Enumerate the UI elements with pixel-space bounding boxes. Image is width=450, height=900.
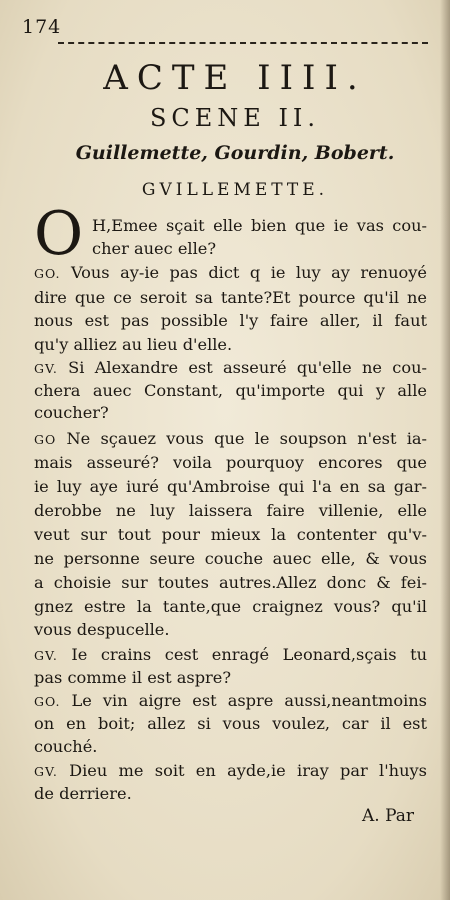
line-text: Le vin aigre est aspre aussi,neantmoins xyxy=(71,691,427,710)
text-line xyxy=(34,524,427,546)
text-line xyxy=(34,644,427,667)
header-rule xyxy=(58,42,428,44)
speaker-abbrev: GO. xyxy=(34,694,61,709)
line-text: ne personne seure couche auec elle, & vous xyxy=(34,549,427,568)
line-text: ie luy aye iuré qu'Ambroise qui l'a en sa gar- xyxy=(34,477,427,496)
line-text: on en boit; allez si vous voulez, car il est xyxy=(34,714,427,733)
drop-cap: O xyxy=(34,199,84,269)
line-text: Si Alexandre est asseuré qu'elle ne cou- xyxy=(68,358,427,377)
text-line xyxy=(34,548,427,570)
line-text: H,Emee sçait elle bien que ie vas cou- xyxy=(92,216,427,235)
line-text: gnez estre la tante,que craignez vous? qu'il xyxy=(34,597,427,616)
act-title: ACTE IIII. xyxy=(103,58,367,98)
text-line xyxy=(92,238,427,260)
catchword: A. Par xyxy=(362,806,415,826)
first-speaker-heading: GVILLEMETTE. xyxy=(141,180,329,200)
text-line xyxy=(34,713,427,735)
text-line xyxy=(34,262,427,285)
line-text: cher auec elle? xyxy=(92,239,217,258)
line-text: nous est pas possible l'y faire aller, il faut xyxy=(34,311,427,330)
text-line xyxy=(34,572,427,594)
page-edge-shadow xyxy=(440,0,450,900)
text-line xyxy=(34,596,427,618)
speaker-abbrev: GO. xyxy=(34,266,61,281)
text-line xyxy=(34,357,427,380)
text-line xyxy=(92,215,427,237)
text-line xyxy=(34,783,427,805)
line-text: qu'y alliez au lieu d'elle. xyxy=(34,335,233,354)
line-text: a choisie sur toutes autres.Allez donc & fei- xyxy=(34,573,427,592)
text-line xyxy=(34,736,427,758)
text-line xyxy=(34,380,427,402)
line-text: chera auec Constant, qu'importe qui y alle xyxy=(34,381,427,400)
speaker-abbrev: GO xyxy=(34,432,57,447)
text-line xyxy=(34,500,427,522)
line-text: Ie crains cest enragé Leonard,sçais tu xyxy=(71,645,427,664)
text-line xyxy=(34,760,427,783)
line-text: vous despucelle. xyxy=(34,620,170,639)
speaker-abbrev: GV. xyxy=(34,764,58,779)
line-text: couché. xyxy=(34,737,98,756)
speaker-abbrev: GV. xyxy=(34,361,58,376)
character-list: Guillemette, Gourdin, Bobert. xyxy=(75,142,395,164)
text-line xyxy=(34,402,427,424)
text-line xyxy=(34,310,427,332)
text-line xyxy=(34,667,427,689)
page-number: 174 xyxy=(22,16,62,38)
line-text: dire que ce seroit sa tante?Et pource qu'il ne xyxy=(34,288,427,307)
text-line xyxy=(34,334,427,356)
line-text: derobbe ne luy laissera faire villenie, elle xyxy=(34,501,427,520)
text-line xyxy=(34,476,427,498)
line-text: Ne sçauez vous que le soupson n'est ia- xyxy=(66,429,427,448)
text-line xyxy=(34,452,427,474)
speaker-abbrev: GV. xyxy=(34,648,58,663)
scene-title: SCENE II. xyxy=(149,104,321,132)
line-text: pas comme il est aspre? xyxy=(34,668,232,687)
text-line xyxy=(34,428,427,451)
line-text: Vous ay-ie pas dict q ie luy ay renuoyé xyxy=(70,263,427,282)
line-text: de derriere. xyxy=(34,784,132,803)
line-text: mais asseuré? voila pourquoy encores que xyxy=(34,453,427,472)
line-text: veut sur tout pour mieux la contenter qu'v- xyxy=(34,525,427,544)
text-line xyxy=(34,287,427,309)
text-line xyxy=(34,690,427,713)
line-text: coucher? xyxy=(34,403,109,422)
text-line xyxy=(34,619,427,641)
line-text: Dieu me soit en ayde,ie iray par l'huys xyxy=(69,761,427,780)
